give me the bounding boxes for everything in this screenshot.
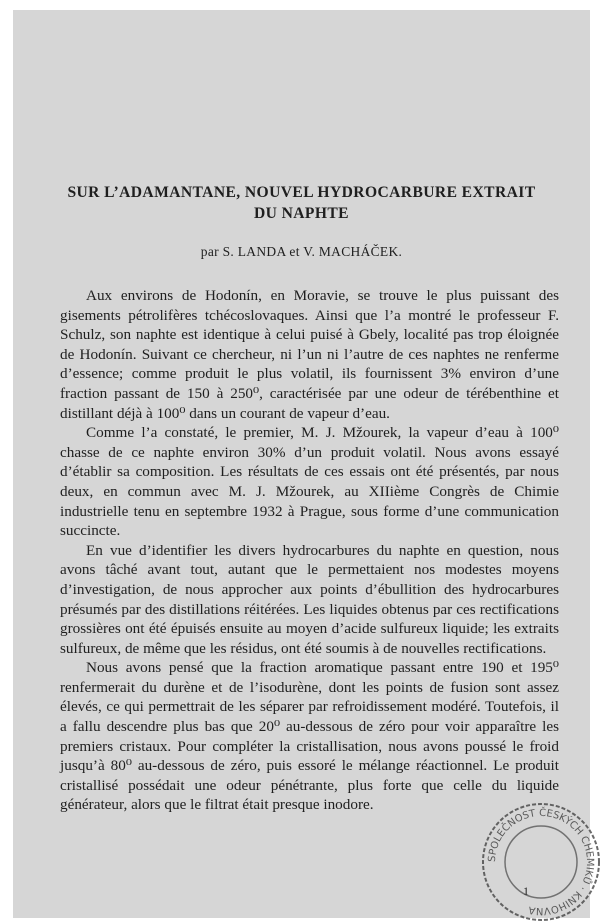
article-title (13, 182, 590, 224)
paragraph: Nous avons pensé que la fraction aromatique passant entre 190 et 195⁰ renfermerait du durène et de l’isodurène, dont les points de fusion sont assez élevés, ce qui permettrait de les séparer par refroidissement modéré. Toutefois, il a fallu descendre plus bas que 20⁰ au-dessous de zéro pour voir apparaître les premiers cristaux. Pour compléter la cristallisation, nous avons poussé le froid jusqu’à 80⁰ au-dessous de zéro, puis essoré le mélange réactionnel. Le produit cristallisé possédait une odeur pénétrante, plus forte que celle du liquide générateur, alors que le filtrat était presque inodore. (60, 659, 559, 814)
article-body (60, 286, 559, 815)
stamp-text: SPOLEČNOST ČESKÝCH CHEMIKŮ · KNIHOVNA (486, 807, 596, 917)
page-number: 1 (523, 884, 529, 898)
authors-line: par S. LANDA et V. MACHÁČEK. (200, 244, 403, 259)
title-line-2: DU NAPHTE (253, 205, 349, 222)
page-sheet (13, 10, 596, 918)
library-stamp (479, 800, 600, 924)
paragraph: En vue d’identifier les divers hydrocarbures du naphte en question, nous avons tâché avant tout, autant que le permettaient nos modestes moyens d’investigation, de nous approcher aux points d’ébullition des hydrocarbures présumés par des distillations réitérées. Les liquides obtenus par ces rectifications grossières ont été épuisés ensuite au moyen d’acide sulfureux liquide; les extraits sulfureux, de même que les résidus, ont été soumis à de nouvelles rectifications. (60, 541, 559, 657)
svg-text:SPOLEČNOST ČESKÝCH CHEMIKŮ · K (487, 806, 595, 916)
title-line-1: SUR L’ADAMANTANE, NOUVEL HYDROCARBURE EXTRAIT (67, 184, 536, 201)
paragraph: Aux environs de Hodonín, en Moravie, se trouve le plus puissant des gisements pétrolifères tchécoslovaques. Ainsi que l’a montré le professeur F. Schulz, son naphte est identique à celui puisé à Gbely, localité pas trop éloignée de Hodonín. Suivant ce chercheur, ni l’un ni l’autre de ces naphtes ne renferme d’essence; comme produit le plus volatil, ils fournissent 3% environ d’une fraction passant de 150 à 250⁰, caractérisée par une odeur de térébenthine et distillant déjà à 100⁰ dans un courant de vapeur d’eau. (60, 287, 559, 422)
paragraph: Comme l’a constaté, le premier, M. J. Mžourek, la vapeur d’eau à 100⁰ chasse de ce naphte environ 30% d’un produit volatil. Nous avons essayé d’établir sa composition. Les résultats de ces essais ont été présentés, par nous deux, en commun avec M. J. Mžourek, au XIIième Congrès de Chimie industrielle tenu en septembre 1932 à Prague, sous forme d’une communication succincte. (60, 424, 559, 540)
